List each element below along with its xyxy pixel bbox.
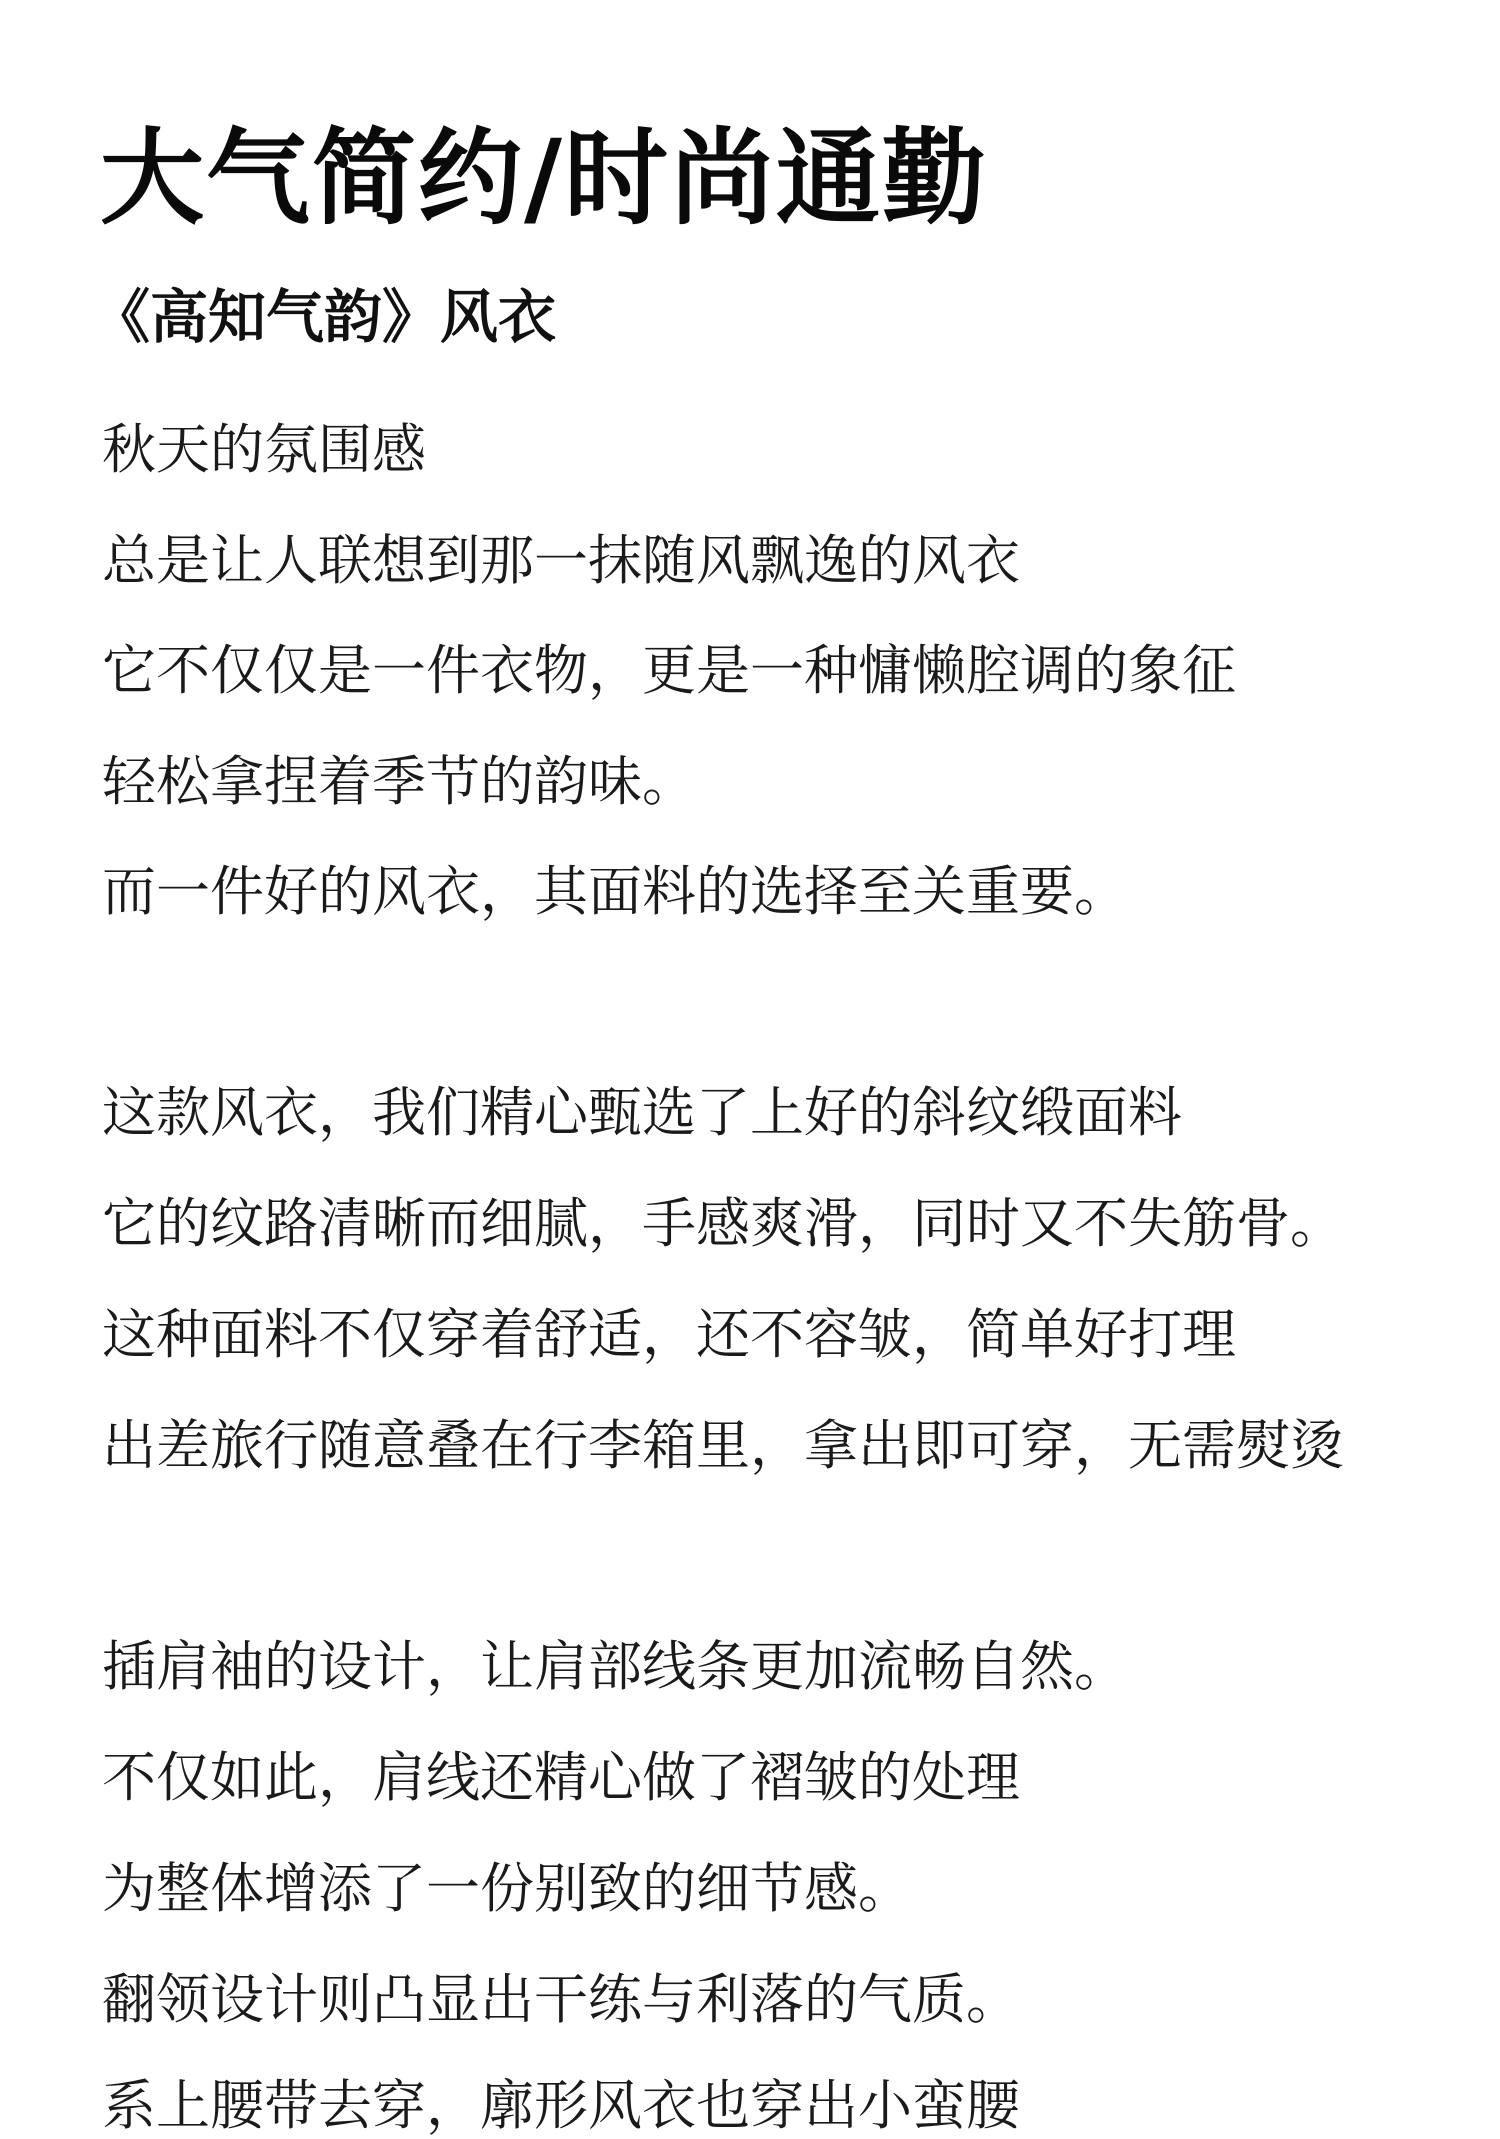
page-subtitle: 《高知气韵》风衣 (92, 283, 557, 351)
paragraph-3-line-3: 为整体增添了一份别致的细节感。 (102, 1857, 912, 1920)
paragraph-2-line-4: 出差旅行随意叠在行李箱里，拿出即可穿，无需熨烫 (102, 1414, 1344, 1477)
paragraph-3-line-2: 不仅如此，肩线还精心做了褶皱的处理 (102, 1746, 1020, 1809)
paragraph-2-line-2: 它的纹路清晰而细腻，手感爽滑，同时又不失筋骨。 (102, 1192, 1344, 1255)
paragraph-3-line-1: 插肩袖的设计，让肩部线条更加流畅自然。 (102, 1635, 1128, 1698)
paragraph-1-line-4: 轻松拿捏着季节的韵味。 (102, 750, 696, 813)
paragraph-1-line-5: 而一件好的风衣，其面料的选择至关重要。 (102, 860, 1128, 923)
paragraph-1-line-1: 秋天的氛围感 (102, 418, 426, 481)
paragraph-2-line-1: 这款风衣，我们精心甄选了上好的斜纹缎面料 (102, 1081, 1182, 1144)
paragraph-1-line-3: 它不仅仅是一件衣物，更是一种慵懒腔调的象征 (102, 639, 1236, 702)
paragraph-2-line-3: 这种面料不仅穿着舒适，还不容皱，简单好打理 (102, 1303, 1236, 1366)
page-title: 大气简约/时尚通勤 (100, 117, 988, 239)
paragraph-3-line-4: 翻领设计则凸显出干练与利落的气质。 (102, 1968, 1020, 2031)
paragraph-3-line-5: 系上腰带去穿，廓形风衣也穿出小蛮腰 (102, 2074, 1020, 2137)
paragraph-1-line-2: 总是让人联想到那一抹随风飘逸的风衣 (102, 529, 1020, 592)
